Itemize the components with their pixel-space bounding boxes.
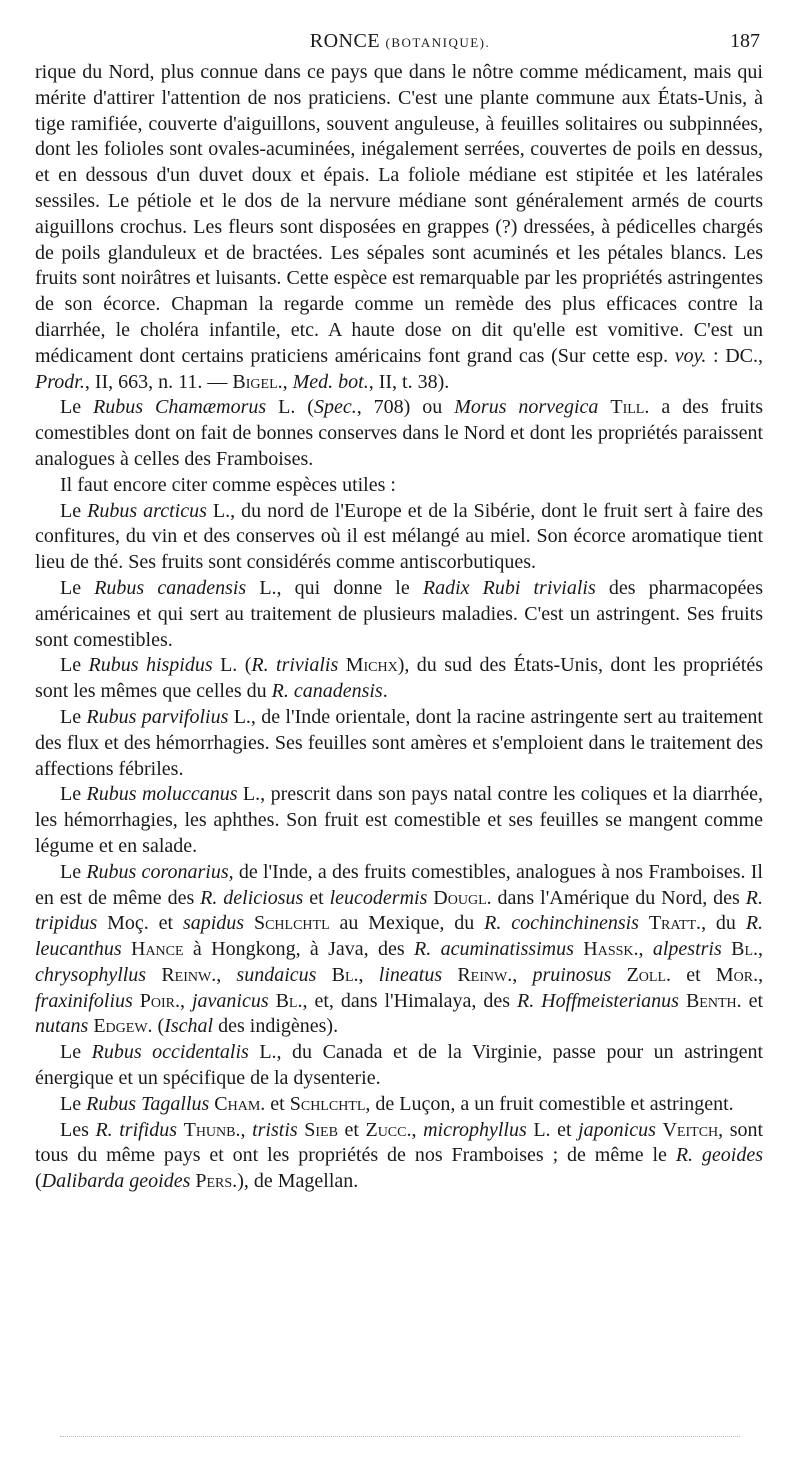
paragraph-11 xyxy=(35,1092,763,1118)
text: Le xyxy=(60,499,88,522)
text: , sont tous du même pays et ont les propriétés de nos Framboises ; de même le xyxy=(35,1118,764,1167)
species-name: Rubus coronarius xyxy=(86,860,229,883)
text: Il faut encore citer comme espèces utiles : xyxy=(60,473,396,496)
text: , xyxy=(512,963,533,986)
text: L., du Canada et de la Virginie, passe pour un astringent énergique et un spécifique de la dysenterie. xyxy=(35,1041,764,1090)
bottom-rule xyxy=(60,1436,740,1437)
paragraph-5 xyxy=(35,576,763,653)
running-title-sub: (BOTANIQUE). xyxy=(385,35,491,50)
author-name: Mor. xyxy=(715,963,759,986)
species-name: R. deliciosus xyxy=(200,886,304,909)
species-name: fraxinifolius xyxy=(35,989,133,1012)
text: L., du nord de l'Europe et de la Sibérie, dont le fruit sert à faire des confitures, du vin et des conserves où il est mélangé au miel. Son écorce aromatique tient lieu de thé. Ses fruits sont considérés comme antiscorbutiques. xyxy=(35,499,764,574)
author-name: Bigel. xyxy=(232,370,283,393)
text: et xyxy=(671,963,716,986)
text: L. ( xyxy=(266,396,314,419)
text: ), de Magellan. xyxy=(237,1170,359,1193)
species-name: Rubus occidentalis xyxy=(91,1041,249,1064)
paragraph-7 xyxy=(35,705,763,782)
text: , 708) ou xyxy=(356,396,455,419)
text: ( xyxy=(152,1015,165,1038)
author-name: Veitch xyxy=(662,1118,719,1141)
paragraph-9 xyxy=(35,860,763,1041)
species-name: R. cochinchinensis xyxy=(484,912,639,935)
author-name: Sieb xyxy=(304,1118,338,1141)
species-name: R. geoides xyxy=(675,1144,763,1167)
author-name: Tratt. xyxy=(648,912,702,935)
paragraph-6 xyxy=(35,653,763,705)
species-name: Rubus arcticus xyxy=(87,499,207,522)
text: , xyxy=(216,963,237,986)
author-name: Pers. xyxy=(195,1170,238,1193)
work-title: Prodr. xyxy=(35,370,85,393)
species-name: chrysophyllus xyxy=(35,963,147,986)
running-title-main: RONCE xyxy=(309,30,381,52)
text xyxy=(338,654,345,676)
species-name: R. Hoffmeisterianus xyxy=(517,989,679,1012)
species-name: Dalibarda geoides xyxy=(41,1170,191,1193)
text: ( xyxy=(35,1170,42,1193)
text: , xyxy=(180,989,192,1012)
species-name: Rubus canadensis xyxy=(94,576,247,599)
species-name: tristis xyxy=(252,1118,298,1141)
author-name: Zucc. xyxy=(365,1118,412,1141)
text: , de Luçon, a un fruit comestible et astringent. xyxy=(365,1092,734,1115)
paragraph-4 xyxy=(35,499,763,576)
author-name: Bl. xyxy=(331,963,359,986)
text xyxy=(316,964,331,986)
text xyxy=(122,938,131,960)
author-name: Till. xyxy=(610,396,650,419)
text: L., de l'Inde orientale, dont la racine astringente sert au traitement des flux et des hémorrhagies. Ses feuilles sont amères et s'emploient dans le traitement des affections fébriles. xyxy=(35,705,763,780)
text: , de l'Inde, a des fruits comestibles, analogues à nos Framboises. Il en est de même des xyxy=(35,860,763,909)
text xyxy=(639,912,649,934)
text: rique du Nord, plus connue dans ce pays que dans le nôtre comme médicament, mais qui mérite d'attirer l'attention de nos praticiens. C'est une plante commune aux États-Unis, à tige ramifiée, couverte d'aiguillons, souvent anguleuse, à feuilles solitaires ou subpinnées, dont les folioles sont ovales-acuminées, inégalement serrées, couvertes de poils en dessus, et en dessous d'un duvet doux et épais. La foliole médiane est stipitée et les latérales sessiles. Le pétiole et le dos de la nervure médiane sont généralement armés de courts aiguillons crochus. Les fleurs sont disposées en grappes (?) dressées, à pédicelles chargés de poils glanduleux et de bractées. Les sépales sont acuminés et les pétales blancs. Les fruits sont noirâtres et luisants. Cette espèce est remarquable par les propriétés astringentes de son écorce. Chapman la regarde comme un remède des plus efficaces contre la diarrhée, le choléra infantile, etc. A haute dose on dit qu'elle est vomitive. C'est un médicament dont certains praticiens américains font grand cas (Sur cette esp. xyxy=(35,61,763,367)
species-name: alpestris xyxy=(652,938,722,961)
author-name: Michx xyxy=(345,654,398,677)
text: ), du sud des États-Unis, dont les propriétés sont les mêmes que celles du xyxy=(35,654,764,703)
species-name: Morus norvegica xyxy=(454,396,599,419)
text: Le xyxy=(60,783,87,806)
text xyxy=(442,964,457,986)
text xyxy=(611,964,626,986)
text: et xyxy=(303,886,330,909)
text xyxy=(722,938,731,960)
species-name: Rubus hispidus xyxy=(88,654,213,677)
text: , xyxy=(282,370,293,393)
author-name: Cham. xyxy=(214,1092,266,1115)
text: , xyxy=(758,938,764,961)
text: Le xyxy=(60,1092,87,1115)
text: des indigènes). xyxy=(213,1015,339,1038)
species-name: pruinosus xyxy=(532,963,612,986)
text: , II, 663, n. 11. — xyxy=(84,370,233,393)
author-name: Hassk. xyxy=(583,938,639,961)
text xyxy=(574,938,583,960)
species-name: Rubus Tagallus xyxy=(86,1092,210,1115)
author-name: Bl. xyxy=(275,989,303,1012)
text: Le xyxy=(60,1041,92,1064)
text: des pharmacopées américaines et qui sert au traitement de plusieurs maladies. C'est un astringent. Ses fruits sont comestibles. xyxy=(35,576,764,651)
species-name: R. trivialis xyxy=(251,654,339,677)
species-name: Rubus parvifolius xyxy=(86,705,229,728)
body-text xyxy=(35,60,763,1195)
species-name: microphyllus xyxy=(423,1118,527,1141)
species-name: sundaicus xyxy=(236,963,317,986)
species-name: sapidus xyxy=(182,912,245,935)
text: , xyxy=(638,938,653,961)
author-name: Poir. xyxy=(139,989,180,1012)
species-name: japonicus xyxy=(578,1118,656,1141)
drug-name: Radix Rubi trivialis xyxy=(422,576,596,599)
species-name: lineatus xyxy=(378,963,443,986)
text: . xyxy=(382,680,388,703)
author-name: Hance xyxy=(131,938,184,961)
text: Moç. et xyxy=(97,912,183,935)
text: a des fruits comestibles dont on fait de bonnes conserves dans le Nord et dont les propriétés paraissent analogues à celles des Framboises. xyxy=(35,396,763,470)
paragraph-12 xyxy=(35,1118,763,1195)
paragraph-8 xyxy=(35,782,763,859)
text: Les xyxy=(60,1118,96,1141)
author-name: Dougl. xyxy=(433,886,492,909)
text: : DC., xyxy=(706,344,763,367)
text: , et, dans l'Himalaya, des xyxy=(302,989,517,1012)
species-name: javanicus xyxy=(191,989,269,1012)
text xyxy=(177,1119,184,1141)
species-name: R. trifidus xyxy=(95,1118,178,1141)
author-name: Reinw. xyxy=(161,963,217,986)
species-name: Rubus Chamæmorus xyxy=(93,396,267,419)
species-name: R. tripidus xyxy=(35,886,763,935)
text xyxy=(679,990,686,1012)
text: Le xyxy=(60,705,87,728)
work-title: Spec. xyxy=(313,396,357,419)
author-name: Edgew. xyxy=(93,1015,153,1038)
text: Le xyxy=(60,654,89,677)
italic-text: voy. xyxy=(674,344,707,367)
text: L., prescrit dans son pays natal contre les coliques et la diarrhée, les hémorrhagies, les aphthes. Son fruit est comestible et ses feuilles se mangent comme légume et en salade. xyxy=(35,783,764,857)
text xyxy=(244,912,254,934)
text: Le xyxy=(60,860,87,883)
species-name: leucodermis xyxy=(329,886,428,909)
text: dans l'Amérique du Nord, des xyxy=(491,886,746,909)
author-name: Benth. xyxy=(685,989,742,1012)
author-name: Zoll. xyxy=(626,963,671,986)
vernacular-name: Ischal xyxy=(164,1015,214,1038)
text xyxy=(133,990,140,1012)
author-name: Bl. xyxy=(731,938,759,961)
text xyxy=(146,964,161,986)
text: L. ( xyxy=(212,654,252,677)
paragraph-10 xyxy=(35,1040,763,1092)
text: , xyxy=(411,1118,424,1141)
text: , xyxy=(358,963,379,986)
text: , du xyxy=(701,912,746,935)
paragraph-3 xyxy=(35,473,763,499)
author-name: Schlchtl xyxy=(253,912,330,935)
species-name: nutans xyxy=(35,1015,89,1038)
running-title xyxy=(0,30,800,53)
paragraph-2 xyxy=(35,395,763,472)
text: et xyxy=(741,989,764,1012)
text: et xyxy=(265,1092,290,1115)
paragraph-1 xyxy=(35,60,763,395)
text: et xyxy=(337,1118,366,1141)
species-name: R. acuminatissimus xyxy=(414,938,574,961)
text: Le xyxy=(60,396,94,419)
running-header xyxy=(0,30,800,56)
species-name: R. leucanthus xyxy=(35,912,764,961)
species-name: R. canadensis xyxy=(271,680,383,703)
text: L., qui donne le xyxy=(246,576,423,599)
author-name: Reinw. xyxy=(457,963,513,986)
text: au Mexique, du xyxy=(329,912,485,935)
author-name: Thunb. xyxy=(183,1118,241,1141)
text: L. et xyxy=(526,1118,579,1141)
text: , xyxy=(758,963,764,986)
species-name: Rubus moluccanus xyxy=(86,783,238,806)
work-title: Med. bot. xyxy=(292,370,369,393)
text: , II, t. 38). xyxy=(368,370,450,393)
text: , xyxy=(240,1118,253,1141)
text xyxy=(269,990,276,1012)
page-number: 187 xyxy=(730,30,760,52)
text xyxy=(598,396,610,418)
text: à Hongkong, à Java, des xyxy=(183,938,415,961)
author-name: Schlchtl xyxy=(289,1092,366,1115)
text: Le xyxy=(60,576,95,599)
